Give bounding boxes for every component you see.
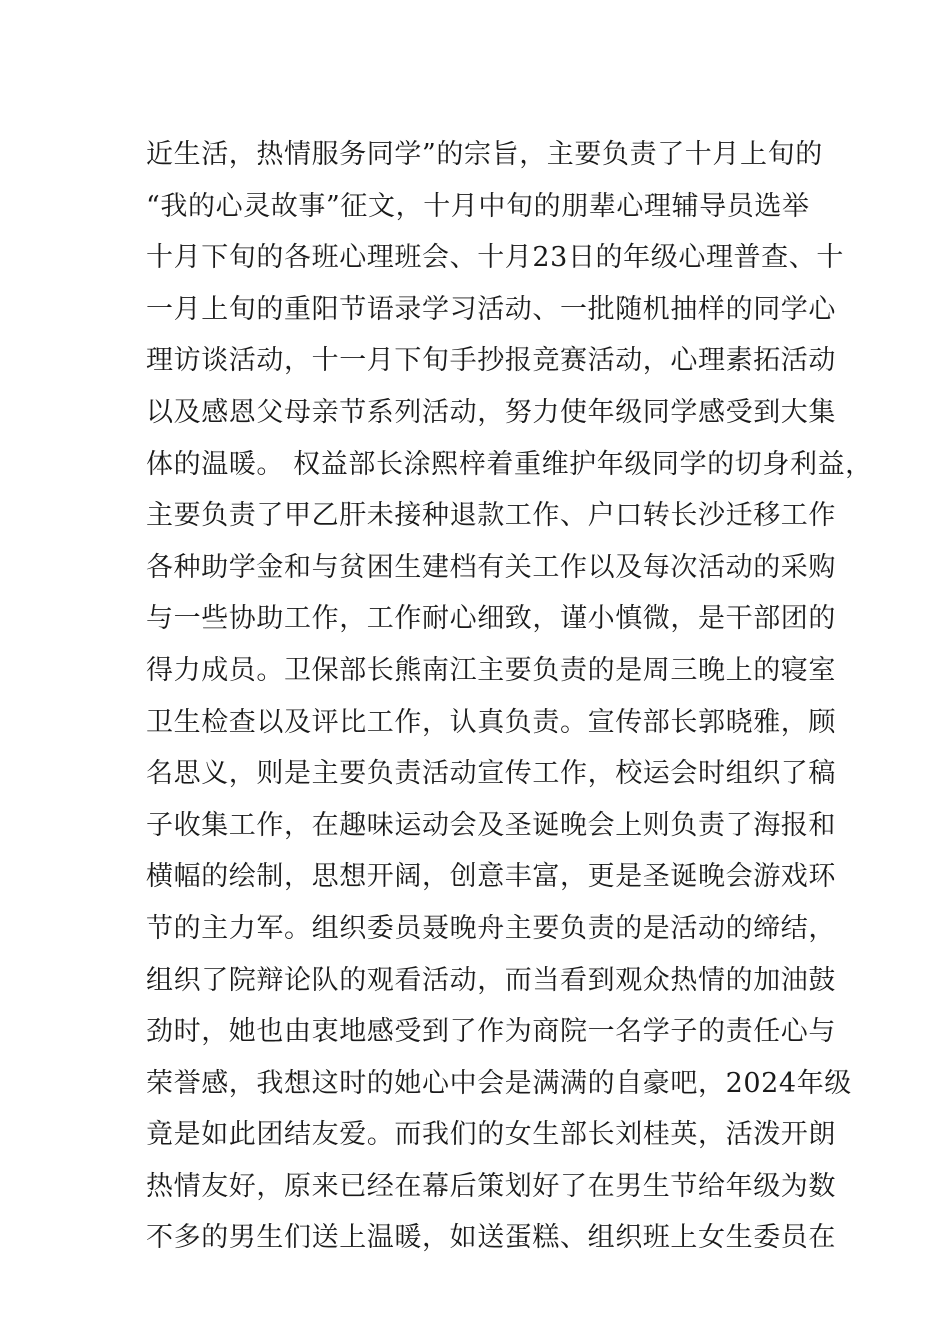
text-line: 十月下旬的各班心理班会、十月23日的年级心理普查、十 <box>146 242 844 274</box>
text-line: 一月上旬的重阳节语录学习活动、一批随机抽样的同学心 <box>146 293 836 325</box>
text-line: 近生活，热情服务同学”的宗旨，主要负责了十月上旬的 <box>146 139 823 170</box>
text-line: 名思义，则是主要负责活动宣传工作，校运会时组织了稿 <box>146 758 836 790</box>
text-line: 劲时，她也由衷地感受到了作为商院一名学子的责任心与 <box>146 1016 836 1048</box>
text-line: 体的温暖。 权益部长涂熙梓着重维护年级同学的切身利益， <box>146 448 873 480</box>
text-line: 各种助学金和与贫困生建档有关工作以及每次活动的采购 <box>146 551 836 583</box>
text-line: 主要负责了甲乙肝未接种退款工作、户口转长沙迁移工作 <box>146 500 836 532</box>
text-line: 不多的男生们送上温暖，如送蛋糕、组织班上女生委员在 <box>146 1222 836 1254</box>
text-line: 竟是如此团结友爱。而我们的女生部长刘桂英，活泼开朗 <box>146 1119 836 1151</box>
body-paragraph <box>146 129 873 1264</box>
text-line: 卫生检查以及评比工作，认真负责。宣传部长郭晓雅，顾 <box>146 706 836 738</box>
text-line: 子收集工作，在趣味运动会及圣诞晚会上则负责了海报和 <box>146 809 836 841</box>
text-line: 节的主力军。组织委员聂晚舟主要负责的是活动的缔结， <box>146 912 836 944</box>
text-line: 组织了院辩论队的观看活动，而当看到观众热情的加油鼓 <box>146 964 836 996</box>
text-line: “我的心灵故事”征文，十月中旬的朋辈心理辅导员选举 <box>146 190 810 222</box>
text-line: 横幅的绘制，思想开阔，创意丰富，更是圣诞晚会游戏环 <box>146 861 836 893</box>
text-line: 理访谈活动，十一月下旬手抄报竞赛活动，心理素拓活动 <box>146 345 836 377</box>
text-line: 与一些协助工作，工作耐心细致，谨小慎微，是干部团的 <box>146 603 836 635</box>
text-line: 以及感恩父母亲节系列活动，努力使年级同学感受到大集 <box>146 396 836 428</box>
text-line: 得力成员。卫保部长熊南江主要负责的是周三晚上的寝室 <box>146 654 836 686</box>
text-line: 热情友好，原来已经在幕后策划好了在男生节给年级为数 <box>146 1170 836 1202</box>
text-line: 荣誉感，我想这时的她心中会是满满的自豪吧，2024年级 <box>146 1067 852 1099</box>
